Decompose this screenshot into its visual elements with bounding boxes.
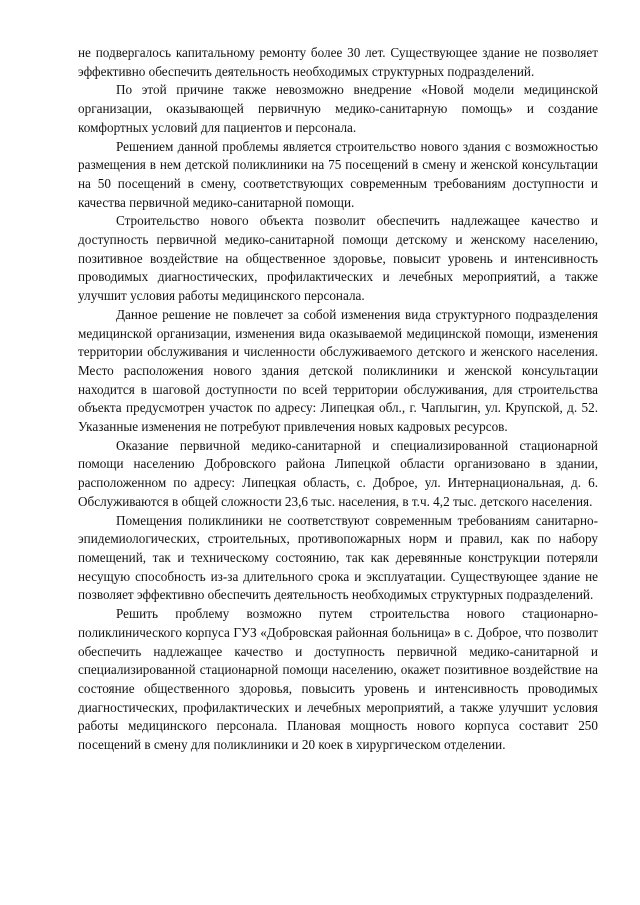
paragraph-dobrovsky-care: Оказание первичной медико-санитарной и специализированной стационарной помощи населению Добровского района Липецкой области организовано в здании, расположенном по адресу: Липецкая область, с. Доброе, ул. Интернациональная, д. 6. Обслуживаются в общей сложности 23,6 тыс. населения, в т.ч. 4,2 тыс. детского населения. [78, 437, 598, 509]
paragraph-clinic-premises: Помещения поликлиники не соответствуют современным требованиям санитарно-эпидемиологических, строительных, противопожарных норм и правил, как по набору помещений, так и техническому состоянию, так как деревянные конструкции потеряли несущую способность из-за длительного срока и эксплуатации. Существующее здание не позволяет эффективно обеспечить деятельность необходимых структурных подразделений. [78, 512, 598, 603]
paragraph-solution: Решением данной проблемы является строительство нового здания с возможностью размещения в нем детской поликлиники на 75 посещений в смену и женской консультации на 50 посещений в смену, соответствующих современным требованиям доступности и качества первичной медико-санитарной помощи. [78, 138, 598, 210]
paragraph-problem-resolution: Решить проблему возможно путем строительства нового стационарно-поликлинического корпуса ГУЗ «Добровская районная больница» в с. Доброе, что позволит обеспечить надлежащее качество и доступность первичной медико-санитарной и специализированной стационарной помощи населению, окажет позитивное воздействие на состояние общественного здоровья, повысить уровень и интенсивность проводимых диагностических, профилактических и лечебных мероприятий, а также улучшит условия работы медицинского персонала. Плановая мощность нового корпуса составит 250 посещений в смену для поликлиники и 20 коек в хирургическом отделении. [78, 606, 598, 753]
document-page [78, 44, 598, 755]
paragraph-new-model: По этой причине также невозможно внедрение «Новой модели медицинской организации, оказывающей первичную медико-санитарную помощь» и создание комфортных условий для пациентов и персонала. [78, 82, 598, 135]
paragraph-decision: Данное решение не повлечет за собой изменения вида структурного подразделения медицинской организации, изменения вида оказываемой медицинской помощи, изменения территории обслуживания и численности обслуживаемого детского и женского населения. Место расположения нового здания детской поликлиники и женской консультации находится в шаговой доступности по всей территории обслуживания, для строительства объекта предусмотрен участок по адресу: Липецкая обл., г. Чаплыгин, ул. Крупской, д. 52. Указанные изменения не потребуют привлечения новых кадровых ресурсов. [78, 306, 598, 435]
paragraph-new-object: Строительство нового объекта позволит обеспечить надлежащее качество и доступность первичной медико-санитарной помощи детскому и женскому населению, позитивное воздействие на общественное здоровье, повысит уровень и интенсивность проводимых диагностических, профилактических и лечебных мероприятий, а также улучшит условия работы медицинского персонала. [78, 213, 598, 304]
paragraph-continuation: не подвергалось капитальному ремонту более 30 лет. Существующее здание не позволяет эффективно обеспечить деятельность необходимых структурных подразделений. [78, 45, 598, 79]
